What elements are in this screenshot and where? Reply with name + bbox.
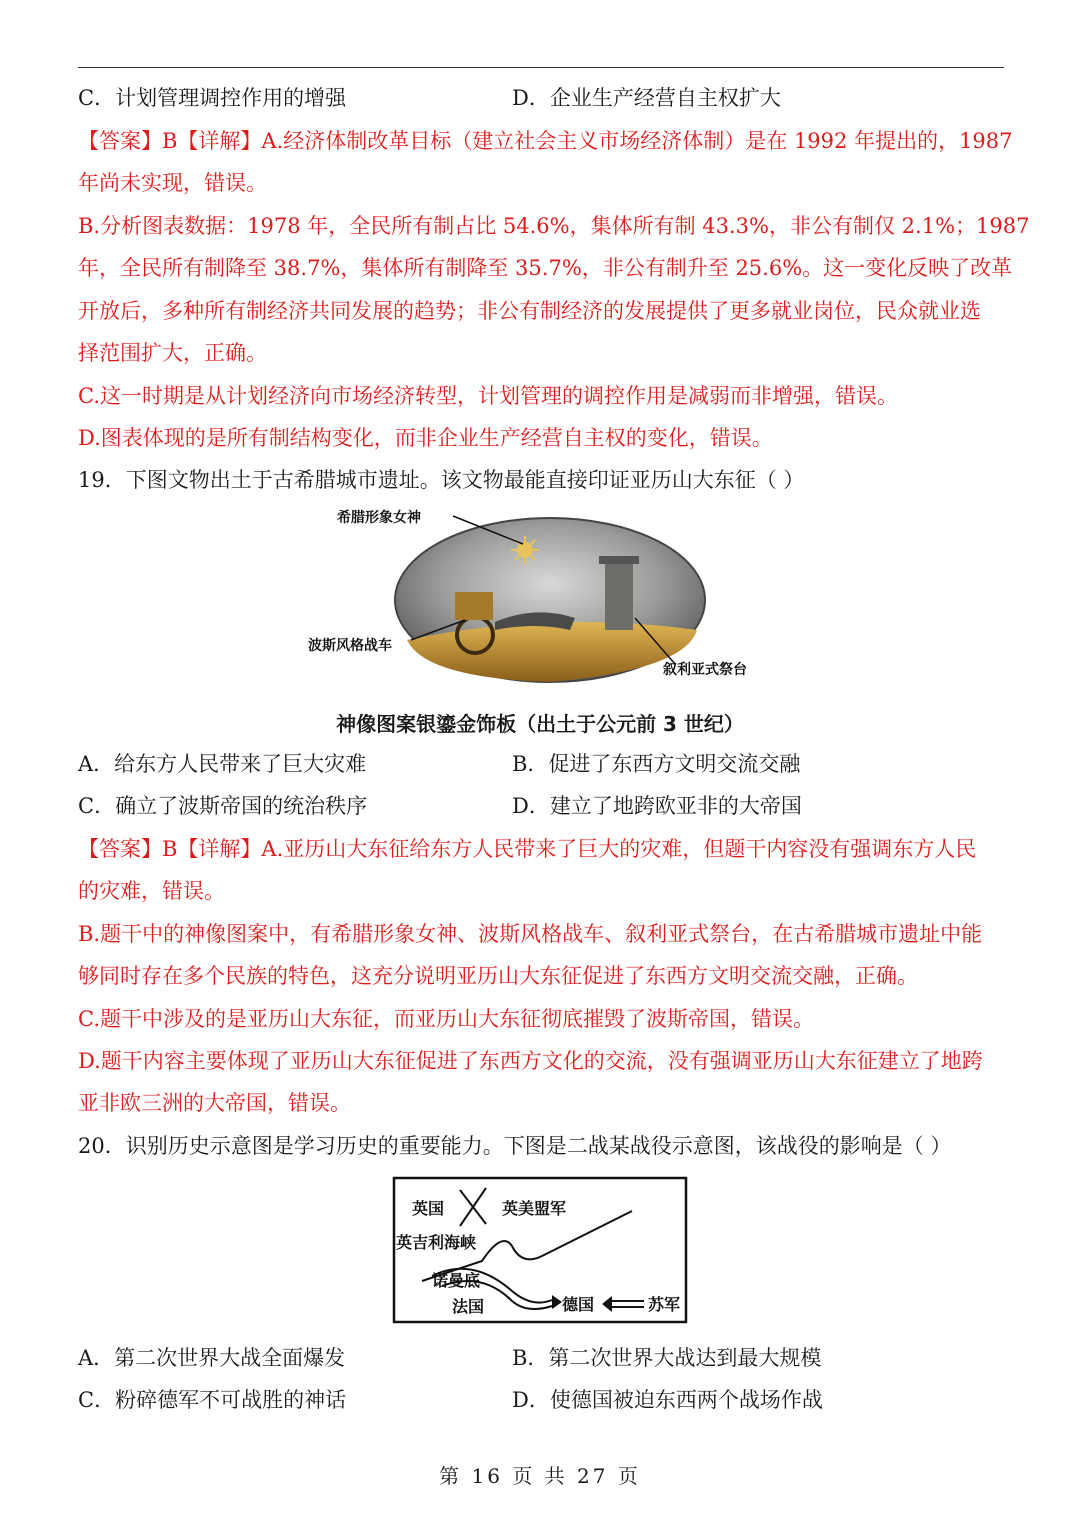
q20-option-d: D．使德国被迫东西两个战场作战 [512,1388,823,1412]
q18-answer-line: 开放后，多种所有制经济共同发展的趋势；非公有制经济的发展提供了更多就业岗位，民众就业选 [78,299,981,323]
q19-answer-line: 亚非欧三洲的大帝国，错误。 [78,1091,351,1115]
q19-answer-line: C.题干中涉及的是亚历山大东征，而亚历山大东征彻底摧毁了波斯帝国，错误。 [78,1007,814,1031]
q18-option-d: D．企业生产经营自主权扩大 [512,86,781,110]
q19-answer-line: D.题干内容主要体现了亚历山大东征促进了东西方文化的交流，没有强调亚历山大东征建立了地跨 [78,1049,983,1073]
q20-option-b: B．第二次世界大战达到最大规模 [512,1346,822,1370]
header-rule [78,67,1004,68]
q18-answer-line: D.图表体现的是所有制结构变化，而非企业生产经营自主权的变化，错误。 [78,426,773,450]
allies-label: 英美盟军 [502,1199,567,1218]
altar-label: 叙利亚式祭台 [663,662,747,678]
altar-icon [599,556,639,630]
q19-option-c: C．确立了波斯帝国的统治秩序 [78,794,368,818]
normandy-label: 诺曼底 [432,1271,481,1290]
q19-option-b: B．促进了东西方文明交流交融 [512,752,801,776]
silver-plaque-figure [305,500,775,690]
chariot-label: 波斯风格战车 [308,638,392,654]
q19-stem: 19．下图文物出土于古希腊城市遗址。该文物最能直接印证亚历山大东征（ ） [78,468,805,492]
q20-option-c: C．粉碎德军不可战胜的神话 [78,1388,347,1412]
france-label: 法国 [452,1297,485,1316]
q19-answer-line: B.题干中的神像图案中，有希腊形象女神、波斯风格战车、叙利亚式祭台，在古希腊城市遗址中能 [78,922,983,946]
germany-label: 德国 [562,1295,595,1314]
britain-label: 英国 [412,1199,445,1218]
q19-option-d: D．建立了地跨欧亚非的大帝国 [512,794,802,818]
soviet-label: 苏军 [648,1295,681,1314]
q18-option-c: C．计划管理调控作用的增强 [78,86,347,110]
figure-caption: 神像图案银鎏金饰板（出土于公元前 3 世纪） [336,712,744,736]
channel-label: 英吉利海峡 [396,1233,477,1252]
q18-answer-line: B.分析图表数据：1978 年，全民所有制占比 54.6%，集体所有制 43.3%，非公有制仅 2.1%；1987 [78,214,1030,238]
page-footer: 第 16 页 共 27 页 [439,1464,641,1488]
q19-answer-line: 够同时存在多个民族的特色，这充分说明亚历山大东征促进了东西方文明交流交融，正确。 [78,964,918,988]
goddess-label: 希腊形象女神 [337,510,421,526]
q18-answer-line: 【答案】B【详解】A.经济体制改革目标（建立社会主义市场经济体制）是在 1992 年提出的，1987 [78,129,1013,153]
q19-answer-line: 的灾难，错误。 [78,879,225,903]
q20-stem: 20．识别历史示意图是学习历史的重要能力。下图是二战某战役示意图，该战役的影响是（ ） [78,1134,952,1158]
q19-option-a: A．给东方人民带来了巨大灾难 [78,752,367,776]
q20-option-a: A．第二次世界大战全面爆发 [78,1346,346,1370]
q18-answer-line: 年尚未实现，错误。 [78,171,267,195]
battle-map-figure [392,1176,690,1326]
q18-answer-line: 年，全民所有制降至 38.7%，集体所有制降至 35.7%，非公有制升至 25.6%。这一变化反映了改革 [78,256,1013,280]
q18-answer-line: C.这一时期是从计划经济向市场经济转型，计划管理的调控作用是减弱而非增强，错误。 [78,384,898,408]
q18-answer-line: 择范围扩大，正确。 [78,341,267,365]
q19-answer-line: 【答案】B【详解】A.亚历山大东征给东方人民带来了巨大的灾难，但题干内容没有强调东方人民 [78,837,977,861]
